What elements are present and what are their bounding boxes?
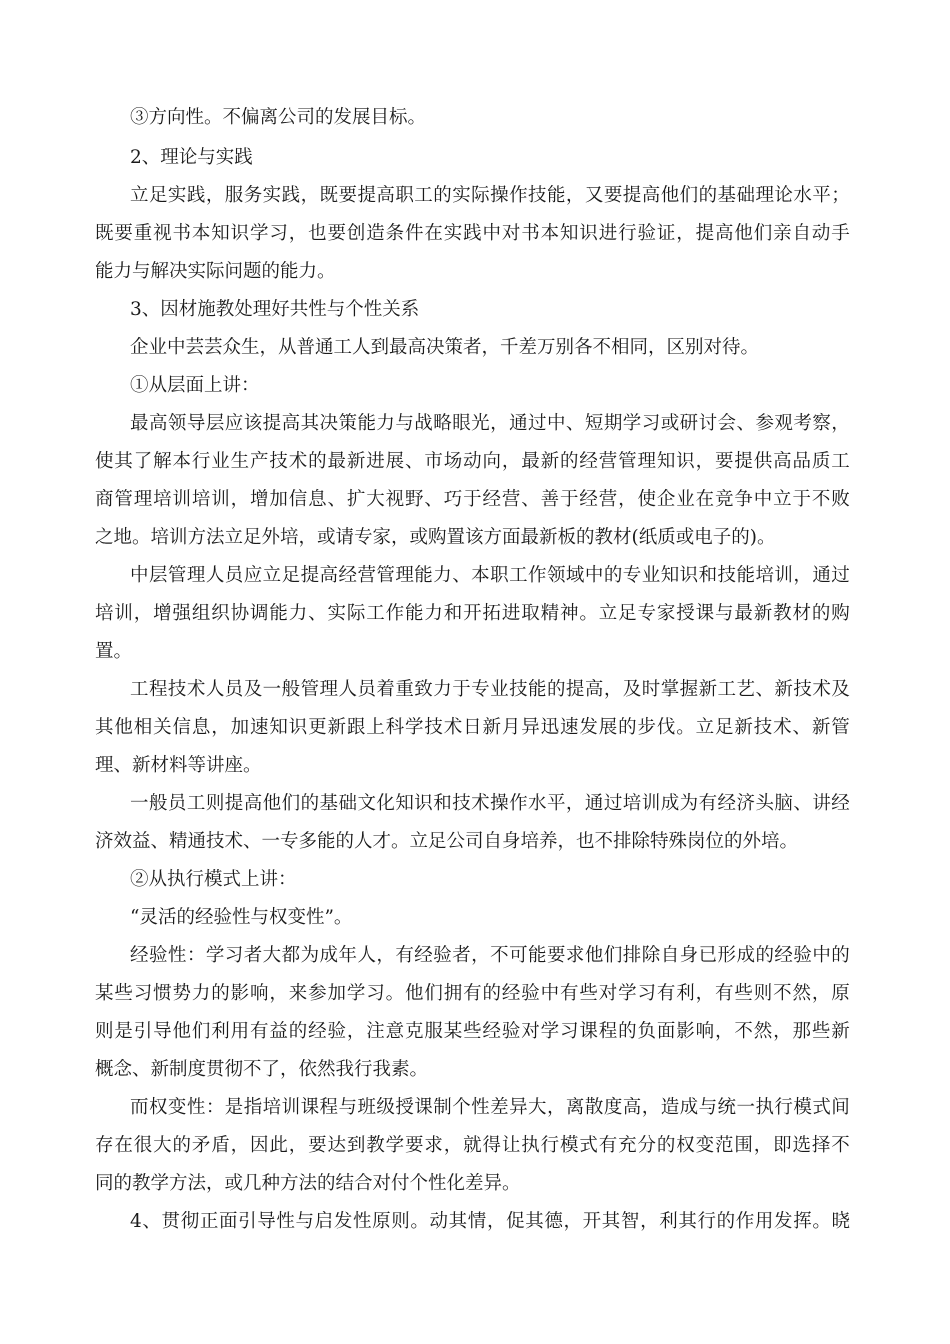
text-line: 概念、新制度贯彻不了，依然我行我素。 xyxy=(95,1059,429,1080)
text-line: 存 在 很 大 的 矛 盾 ， 因 此 ， 要 达 到 教 学 要 求 ， 就 得 让 执 行 模 式 有 充 分 的 权 变 范 围 ， 即 选 择 不 xyxy=(95,1135,850,1156)
text-line: ③方向性。不偏离公司的发展目标。 xyxy=(130,107,427,128)
text-line: 最 高 领 导 层 应 该 提 高 其 决 策 能 力 与 战 略 眼 光 ， 通 过 中 、 短 期 学 习 或 研 讨 会 、 参 观 考 察 ， xyxy=(130,413,850,434)
section-heading: 3、因材施教处理好共性与个性关系 xyxy=(130,299,420,320)
text-line: 理、新材料等讲座。 xyxy=(95,755,262,776)
text-line: 济效益、精通技术、一专多能的人才。立足公司自身培养，也不排除特殊岗位的外培。 xyxy=(95,831,799,852)
text-line: 使 其 了 解 本 行 业 生 产 技 术 的 最 新 进 展 、 市 场 动 向 ， 最 新 的 经 营 管 理 知 识 ， 要 提 供 高 品 质 工 xyxy=(95,451,850,472)
text-line: ①从层面上讲： xyxy=(130,375,260,396)
text-line: 一 般 员 工 则 提 高 他 们 的 基 础 文 化 知 识 和 技 术 操 作 水 平 ， 通 过 培 训 成 为 有 经 济 头 脑 、 讲 经 xyxy=(130,793,850,814)
text-line: 则 是 引 导 他 们 利 用 有 益 的 经 验 ， 注 意 克 服 某 些 经 验 对 学 习 课 程 的 负 面 影 响 ， 不 然 ， 那 些 新 xyxy=(95,1021,850,1042)
text-line: 同的教学方法，或几种方法的结合对付个性化差异。 xyxy=(95,1173,521,1194)
text-line: 能力与解决实际问题的能力。 xyxy=(95,261,336,282)
text-line: ②从执行模式上讲： xyxy=(130,869,297,890)
text-line: 置。 xyxy=(95,641,133,662)
text-line: 某 些 习 惯 势 力 的 影 响 ， 来 参 加 学 习 。 他 们 拥 有 的 经 验 中 有 些 对 学 习 有 利 ， 有 些 则 不 然 ， 原 xyxy=(95,983,850,1004)
text-line: 商 管 理 培 训 培 训 ， 增 加 信 息 、 扩 大 视 野 、 巧 于 经 营 、 善 于 经 营 ， 使 企 业 在 竞 争 中 立 于 不 败 xyxy=(95,489,850,510)
text-line: 立 足 实 践 ， 服 务 实 践 ， 既 要 提 高 职 工 的 实 际 操 作 技 能 ， 又 要 提 高 他 们 的 基 础 理 论 水 平 ； xyxy=(130,185,850,206)
text-line: 4 、 贯 彻 正 面 引 导 性 与 启 发 性 原 则 。 动 其 情 ， 促 其 德 ， 开 其 智 ， 利 其 行 的 作 用 发 挥 。 晓 xyxy=(130,1211,850,1232)
text-line: 工 程 技 术 人 员 及 一 般 管 理 人 员 着 重 致 力 于 专 业 技 能 的 提 高 ， 及 时 掌 握 新 工 艺 、 新 技 术 及 xyxy=(130,679,850,700)
section-heading: 2、理论与实践 xyxy=(130,147,253,168)
text-line: 既 要 重 视 书 本 知 识 学 习 ， 也 要 创 造 条 件 在 实 践 中 对 书 本 知 识 进 行 验 证 ， 提 高 他 们 亲 自 动 手 xyxy=(95,223,850,244)
text-line: 而 权 变 性 ： 是 指 培 训 课 程 与 班 级 授 课 制 个 性 差 异 大 ， 离 散 度 高 ， 造 成 与 统 一 执 行 模 式 间 xyxy=(130,1097,850,1118)
text-line: 之地。培训方法立足外培，或请专家，或购置该方面最新板的教材(纸质或电子的)。 xyxy=(95,527,776,548)
text-line: “灵活的经验性与权变性”。 xyxy=(130,907,353,928)
text-line: 企业中芸芸众生，从普通工人到最高决策者，千差万别各不相同，区别对待。 xyxy=(130,337,760,358)
text-line: 经 验 性 ： 学 习 者 大 都 为 成 年 人 ， 有 经 验 者 ， 不 可 能 要 求 他 们 排 除 自 身 已 形 成 的 经 验 中 的 xyxy=(130,945,850,966)
text-line: 中 层 管 理 人 员 应 立 足 提 高 经 营 管 理 能 力 、 本 职 工 作 领 域 中 的 专 业 知 识 和 技 能 培 训 ， 通 过 xyxy=(130,565,850,586)
text-line: 其 他 相 关 信 息 ， 加 速 知 识 更 新 跟 上 科 学 技 术 日 新 月 异 迅 速 发 展 的 步 伐 。 立 足 新 技 术 、 新 管 xyxy=(95,717,850,738)
text-line: 培 训 ， 增 强 组 织 协 调 能 力 、 实 际 工 作 能 力 和 开 拓 进 取 精 神 。 立 足 专 家 授 课 与 最 新 教 材 的 购 xyxy=(95,603,850,624)
